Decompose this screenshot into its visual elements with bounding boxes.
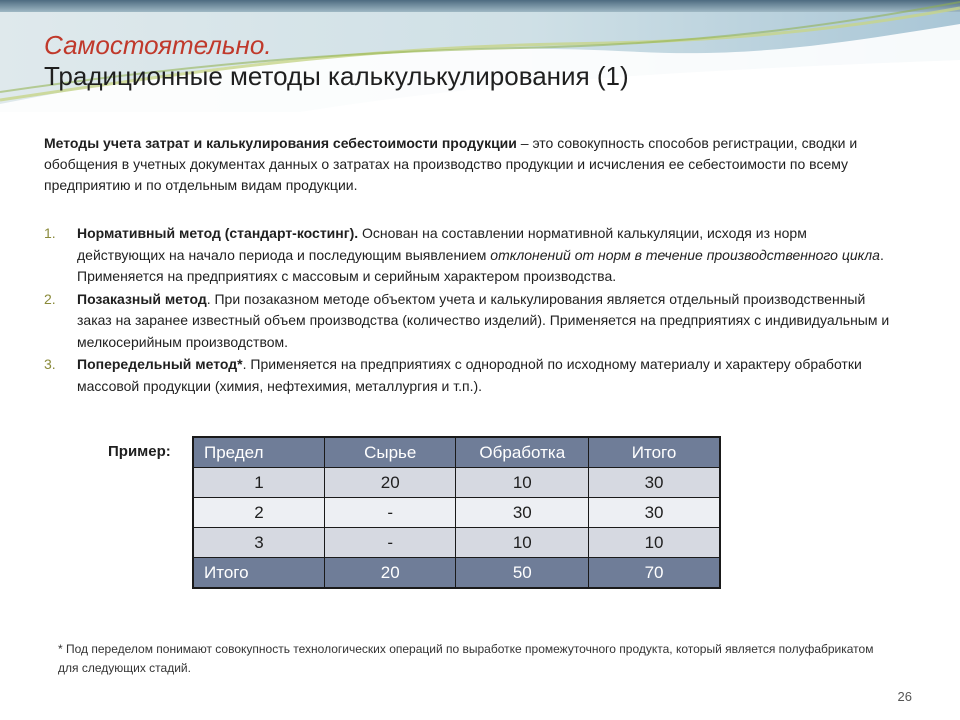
table-cell: - [325,528,456,558]
table-cell: 30 [456,498,589,528]
method-text: . Применяется на предприятиях с массовым и серийным характером производства. [77,246,884,284]
table-cell: 10 [589,528,720,558]
intro-paragraph [44,133,894,196]
list-item [44,289,894,354]
column-header: Предел [193,437,325,468]
intro-text: – это совокупность способов регистрации, сводки и обобщения в учетных документах данных о затратах на производство продукции и исчисления ее себестоимости по всему предприятию и по отдельным видам продукции. [44,135,858,193]
table-header-row [193,437,720,468]
title-block [44,30,924,92]
method-name: Попередельный метод* [77,356,243,372]
table-cell: 70 [589,558,720,589]
table-cell: 30 [589,498,720,528]
list-number: 3. [44,356,56,372]
method-text: . При позаказном методе объектом учета и калькулирования является отдельный производственный заказ на заранее известный объем производства (количество изделий). Применяется на предприятиях с индивидуальным и мелкосерийным производством. [77,290,890,350]
table-row [193,498,720,528]
column-header: Обработка [456,437,589,468]
list-number: 1. [44,225,56,241]
method-italic: отклонений от норм в течение производственного цикла [490,246,880,263]
table-cell: 50 [456,558,589,589]
method-text: Основан на составлении нормативной калькуляции, исходя из норм действующих на начало периода и последующим выявлением [77,225,807,263]
table-row [193,528,720,558]
methods-list [44,223,894,398]
column-header: Сырье [325,437,456,468]
table-cell: 20 [325,468,456,498]
table-row [193,468,720,498]
table-cell: 1 [193,468,325,498]
example-label: Пример: [108,443,171,460]
page-number: 26 [897,689,912,704]
table-cell: 20 [325,558,456,589]
table-cell: 2 [193,498,325,528]
column-header: Итого [589,437,720,468]
method-name: Нормативный метод (стандарт-костинг). [77,225,359,241]
footnote: * Под переделом понимают совокупность технологических операций по выработке промежуточного продукта, который является полуфабрикатом для следующих стадий. [58,642,874,675]
slide-subtitle: Самостоятельно. [44,30,272,60]
table-cell: 3 [193,528,325,558]
list-number: 2. [44,290,56,307]
method-name: Позаказный метод [77,290,207,307]
list-item [44,354,894,397]
method-text: . Применяется на предприятиях с однородной по исходному материалу и характеру обработки массовой продукции (химия, нефтехимия, металлургия и т.п.). [77,356,862,394]
example-table [192,436,721,589]
table-cell: 10 [456,528,589,558]
table-cell: - [325,498,456,528]
table-cell: 30 [589,468,720,498]
slide-title: Традиционные методы калькулькулирования (1) [44,61,629,91]
intro-bold-term: Методы учета затрат и калькулирования себестоимости продукции [44,135,517,151]
table-cell: 10 [456,468,589,498]
table-total-row [193,558,720,589]
table-cell: Итого [193,558,325,589]
list-item [44,223,894,288]
